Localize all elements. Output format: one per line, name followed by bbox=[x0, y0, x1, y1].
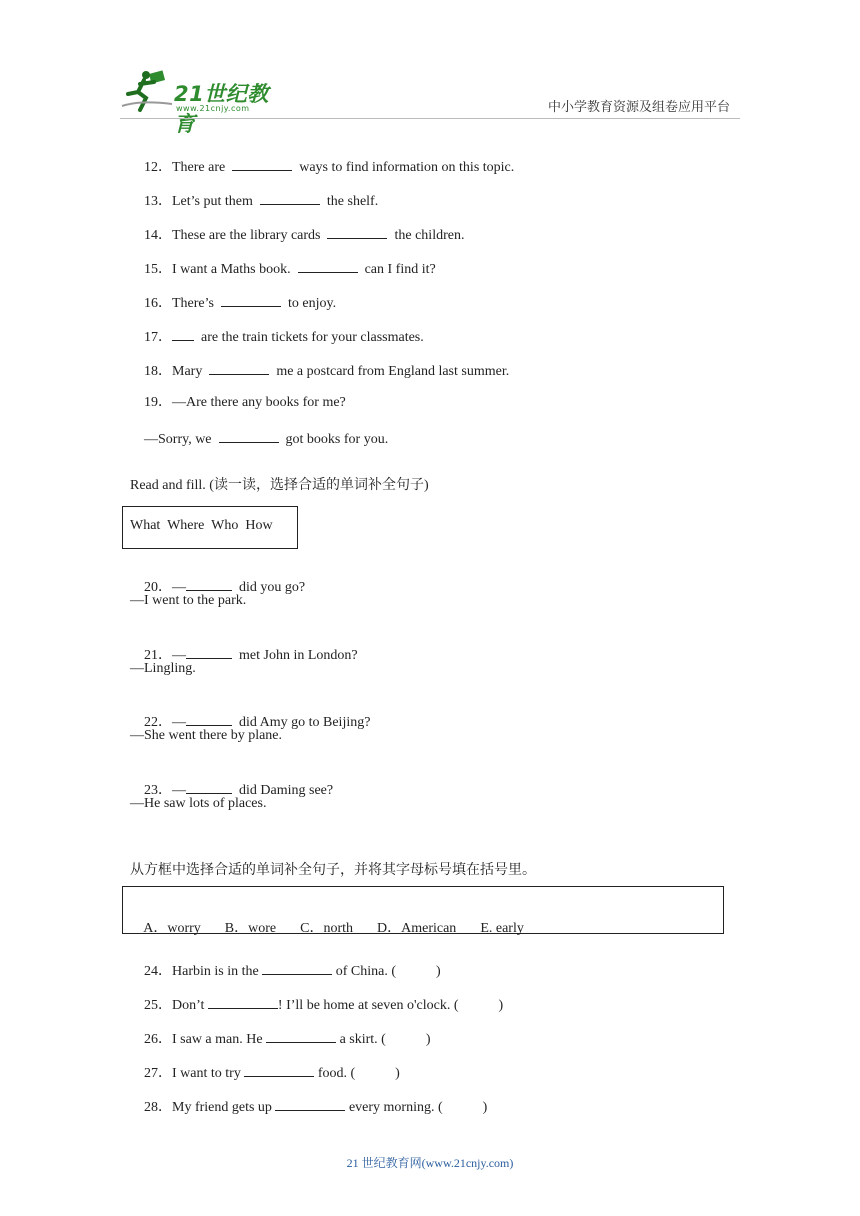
question-number: 12． bbox=[144, 160, 172, 175]
question-text: Mary bbox=[172, 364, 206, 379]
question-number: 23． bbox=[144, 783, 172, 798]
question-number: 13． bbox=[144, 194, 172, 209]
question-number: 24． bbox=[144, 964, 172, 979]
question-text: ) bbox=[395, 1066, 400, 1081]
answer-blank[interactable] bbox=[209, 360, 269, 375]
answer-blank[interactable] bbox=[208, 994, 278, 1009]
question-text: Let’s put them bbox=[172, 194, 257, 209]
answer-blank[interactable] bbox=[260, 190, 320, 205]
question-text: ) bbox=[498, 998, 504, 1013]
question-number: 25． bbox=[144, 998, 172, 1013]
logo-url: www.21cnjy.com bbox=[176, 104, 250, 113]
question-text: a skirt. ( bbox=[336, 1032, 386, 1047]
question-19-answer bbox=[130, 410, 388, 467]
question-number: 27． bbox=[144, 1066, 172, 1081]
question-text: I want to try bbox=[172, 1066, 245, 1081]
logo-text: 21世纪教育 bbox=[174, 82, 269, 136]
question-text: — bbox=[172, 783, 186, 798]
question-text: did you go? bbox=[235, 580, 306, 595]
question-number: 28． bbox=[144, 1100, 172, 1115]
question-text: There are bbox=[172, 160, 229, 175]
word-box-text: What Where Who How bbox=[130, 518, 273, 533]
question-text: are the train tickets for your classmates. bbox=[197, 330, 424, 345]
question-text: ) bbox=[425, 1032, 431, 1047]
option-c: C．north bbox=[300, 921, 353, 936]
question-text: I saw a man. He bbox=[172, 1032, 267, 1047]
question-text: — bbox=[172, 648, 186, 663]
answer-blank[interactable] bbox=[275, 1096, 345, 1111]
question-text: me a postcard from England last summer. bbox=[272, 364, 510, 379]
question-text: of China. ( bbox=[332, 964, 396, 979]
question-number: 15． bbox=[144, 262, 172, 277]
answer-blank[interactable] bbox=[186, 711, 232, 726]
question-text: ) bbox=[482, 1100, 488, 1115]
option-a: A．worry bbox=[143, 921, 201, 936]
question-text: did Daming see? bbox=[235, 783, 334, 798]
answer-blank[interactable] bbox=[298, 258, 358, 273]
question-text: the children. bbox=[390, 228, 465, 243]
question-text: — bbox=[172, 580, 186, 595]
word-box-frame bbox=[122, 506, 298, 549]
site-title: 中小学教育资源及组卷应用平台 bbox=[547, 100, 730, 115]
question-text: every morning. ( bbox=[345, 1100, 443, 1115]
question-number: 19． bbox=[144, 395, 172, 410]
question-number: 20． bbox=[144, 580, 172, 595]
section-title-choose-words: 从方框中选择合适的单词补全句子，并将其字母标号填在括号里。 bbox=[130, 863, 536, 878]
question-text: can I find it? bbox=[361, 262, 436, 277]
question-text: ! I’ll be home at seven o'clock. ( bbox=[277, 998, 459, 1013]
question-number: 22． bbox=[144, 715, 172, 730]
site-logo bbox=[120, 66, 290, 136]
option-e: E. early bbox=[480, 921, 524, 936]
question-text: —Are there any books for me? bbox=[172, 395, 346, 410]
question-text: the shelf. bbox=[323, 194, 379, 209]
question-23-answer: —He saw lots of places. bbox=[130, 796, 267, 811]
question-text: —Sorry, we bbox=[144, 432, 216, 447]
runner-logo-icon bbox=[120, 66, 178, 114]
question-number: 17． bbox=[144, 330, 172, 345]
option-b: B．wore bbox=[224, 921, 277, 936]
question-text: — bbox=[172, 715, 186, 730]
question-text: These are the library cards bbox=[172, 228, 324, 243]
question-22-answer: —She went there by plane. bbox=[130, 728, 283, 743]
question-text: I want a Maths book. bbox=[172, 262, 295, 277]
answer-blank[interactable] bbox=[219, 428, 279, 443]
answer-blank[interactable] bbox=[186, 779, 232, 794]
question-text: to enjoy. bbox=[284, 296, 337, 311]
question-number: 18． bbox=[144, 364, 172, 379]
question-21-answer: —Lingling. bbox=[130, 661, 196, 676]
section-title-read-and-fill: Read and fill. (读一读，选择合适的单词补全句子) bbox=[130, 478, 429, 493]
question-number: 14． bbox=[144, 228, 172, 243]
question-number: 21． bbox=[144, 648, 172, 663]
answer-blank[interactable] bbox=[232, 156, 292, 171]
question-text: food. ( bbox=[314, 1066, 356, 1081]
question-28 bbox=[130, 1078, 487, 1135]
answer-blank[interactable] bbox=[327, 224, 387, 239]
question-20-answer: —I went to the park. bbox=[130, 593, 247, 608]
question-text: Harbin is in the bbox=[172, 964, 263, 979]
question-number: 26． bbox=[144, 1032, 172, 1047]
answer-blank[interactable] bbox=[244, 1062, 314, 1077]
options-box-frame bbox=[122, 886, 724, 934]
page-footer[interactable]: 21 世纪教育网(www.21cnjy.com) bbox=[346, 1156, 514, 1170]
page-header bbox=[0, 0, 860, 136]
question-text: got books for you. bbox=[282, 432, 389, 447]
question-text: did Amy go to Beijing? bbox=[235, 715, 371, 730]
question-text: ) bbox=[435, 964, 441, 979]
answer-blank[interactable] bbox=[262, 960, 332, 975]
question-text: ways to find information on this topic. bbox=[295, 160, 515, 175]
option-d: D．American bbox=[377, 921, 457, 936]
header-divider bbox=[120, 118, 740, 119]
answer-blank[interactable] bbox=[186, 644, 232, 659]
question-text: There’s bbox=[172, 296, 218, 311]
question-text: My friend gets up bbox=[172, 1100, 276, 1115]
question-text: Don’t bbox=[172, 998, 208, 1013]
answer-blank[interactable] bbox=[266, 1028, 336, 1043]
answer-blank[interactable] bbox=[221, 292, 281, 307]
question-number: 16． bbox=[144, 296, 172, 311]
question-text: met John in London? bbox=[235, 648, 358, 663]
answer-blank[interactable] bbox=[172, 326, 194, 341]
answer-blank[interactable] bbox=[186, 576, 232, 591]
